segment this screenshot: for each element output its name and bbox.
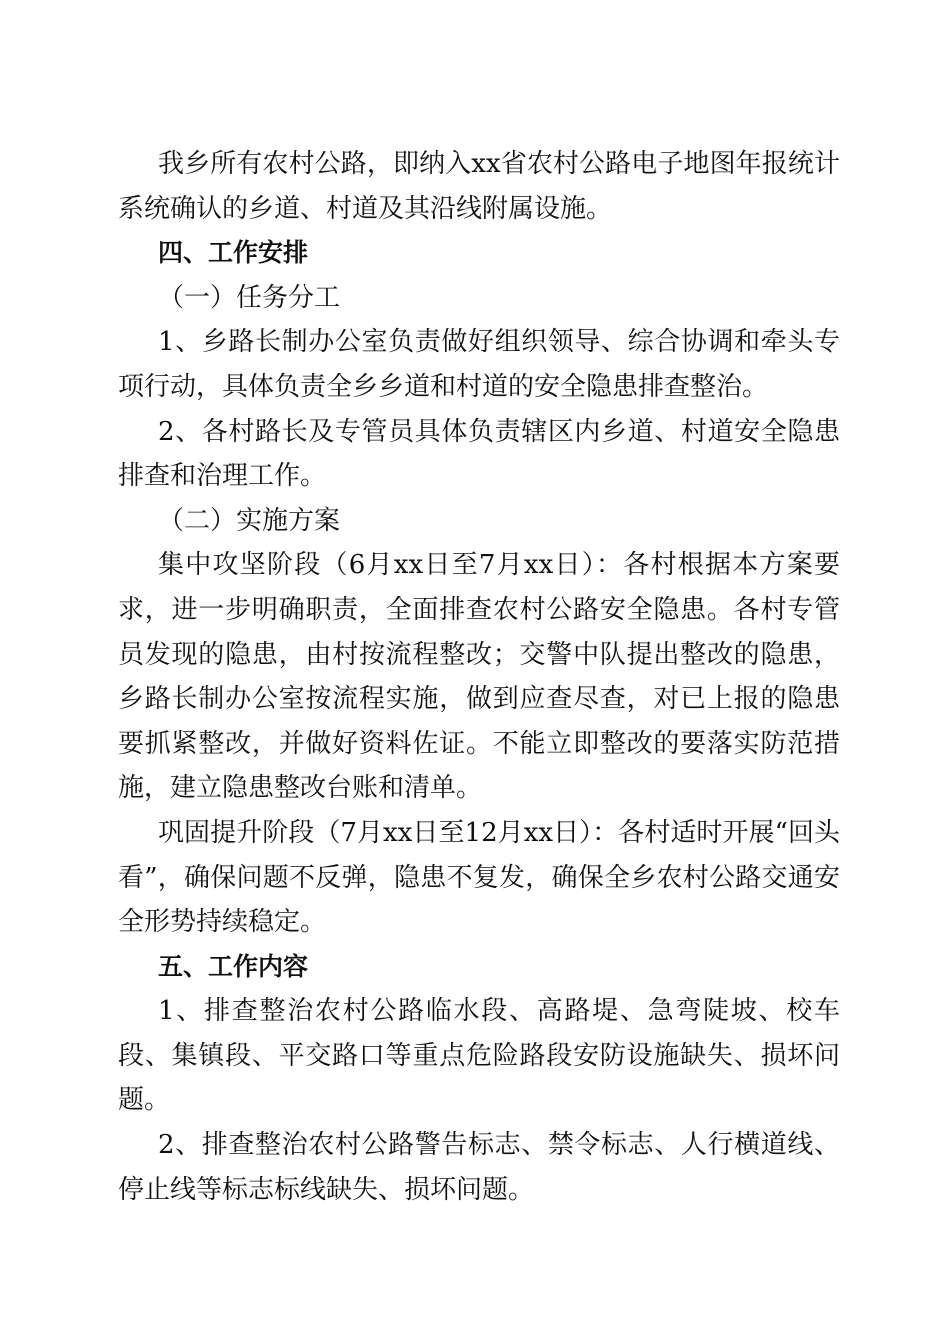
- stage-2-paragraph: 巩固提升阶段（7月xx日至12月xx日）：各村适时开展“回头看”，确保问题不反弹，隐患不复发，确保全乡农村公路交通安全形势持续稳定。: [118, 817, 840, 938]
- content-item-2: 2、排查整治农村公路警告标志、禁令标志、人行横道线、停止线等标志标线缺失、损坏问题。: [118, 1130, 840, 1205]
- section-4-heading: 四、工作安排: [158, 238, 309, 268]
- task-item-2: 2、各村路长及专管员具体负责辖区内乡道、村道安全隐患排查和治理工作。: [118, 416, 840, 492]
- stage-1-paragraph: 集中攻坚阶段（6月xx日至7月xx日）：各村根据本方案要求，进一步明确职责，全面排查农村公路安全隐患。各村专管员发现的隐患，由村按流程整改；交警中队提出整改的隐患，乡路长制办公室按流程实施，做到应查尽查，对已上报的隐患要抓紧整改，并做好资料佐证。不能立即整改的要落实防范措施，建立隐患整改台账和清单。: [118, 550, 840, 804]
- scope-paragraph: 我乡所有农村公路，即纳入xx省农村公路电子地图年报统计系统确认的乡道、村道及其沿线附属设施。: [118, 149, 840, 224]
- task-item-1: 1、乡路长制办公室负责做好组织领导、综合协调和牵头专项行动，具体负责全乡乡道和村道的安全隐患排查整治。: [118, 327, 840, 402]
- subsection-2-heading: （二）实施方案: [158, 505, 341, 536]
- section-5-heading: 五、工作内容: [158, 951, 309, 981]
- document-body: [118, 142, 840, 1212]
- content-item-1: 1、排查整治农村公路临水段、高路堤、急弯陡坡、校车段、集镇段、平交路口等重点危险路段安防设施缺失、损坏问题。: [118, 996, 840, 1116]
- subsection-1-heading: （一）任务分工: [158, 282, 341, 313]
